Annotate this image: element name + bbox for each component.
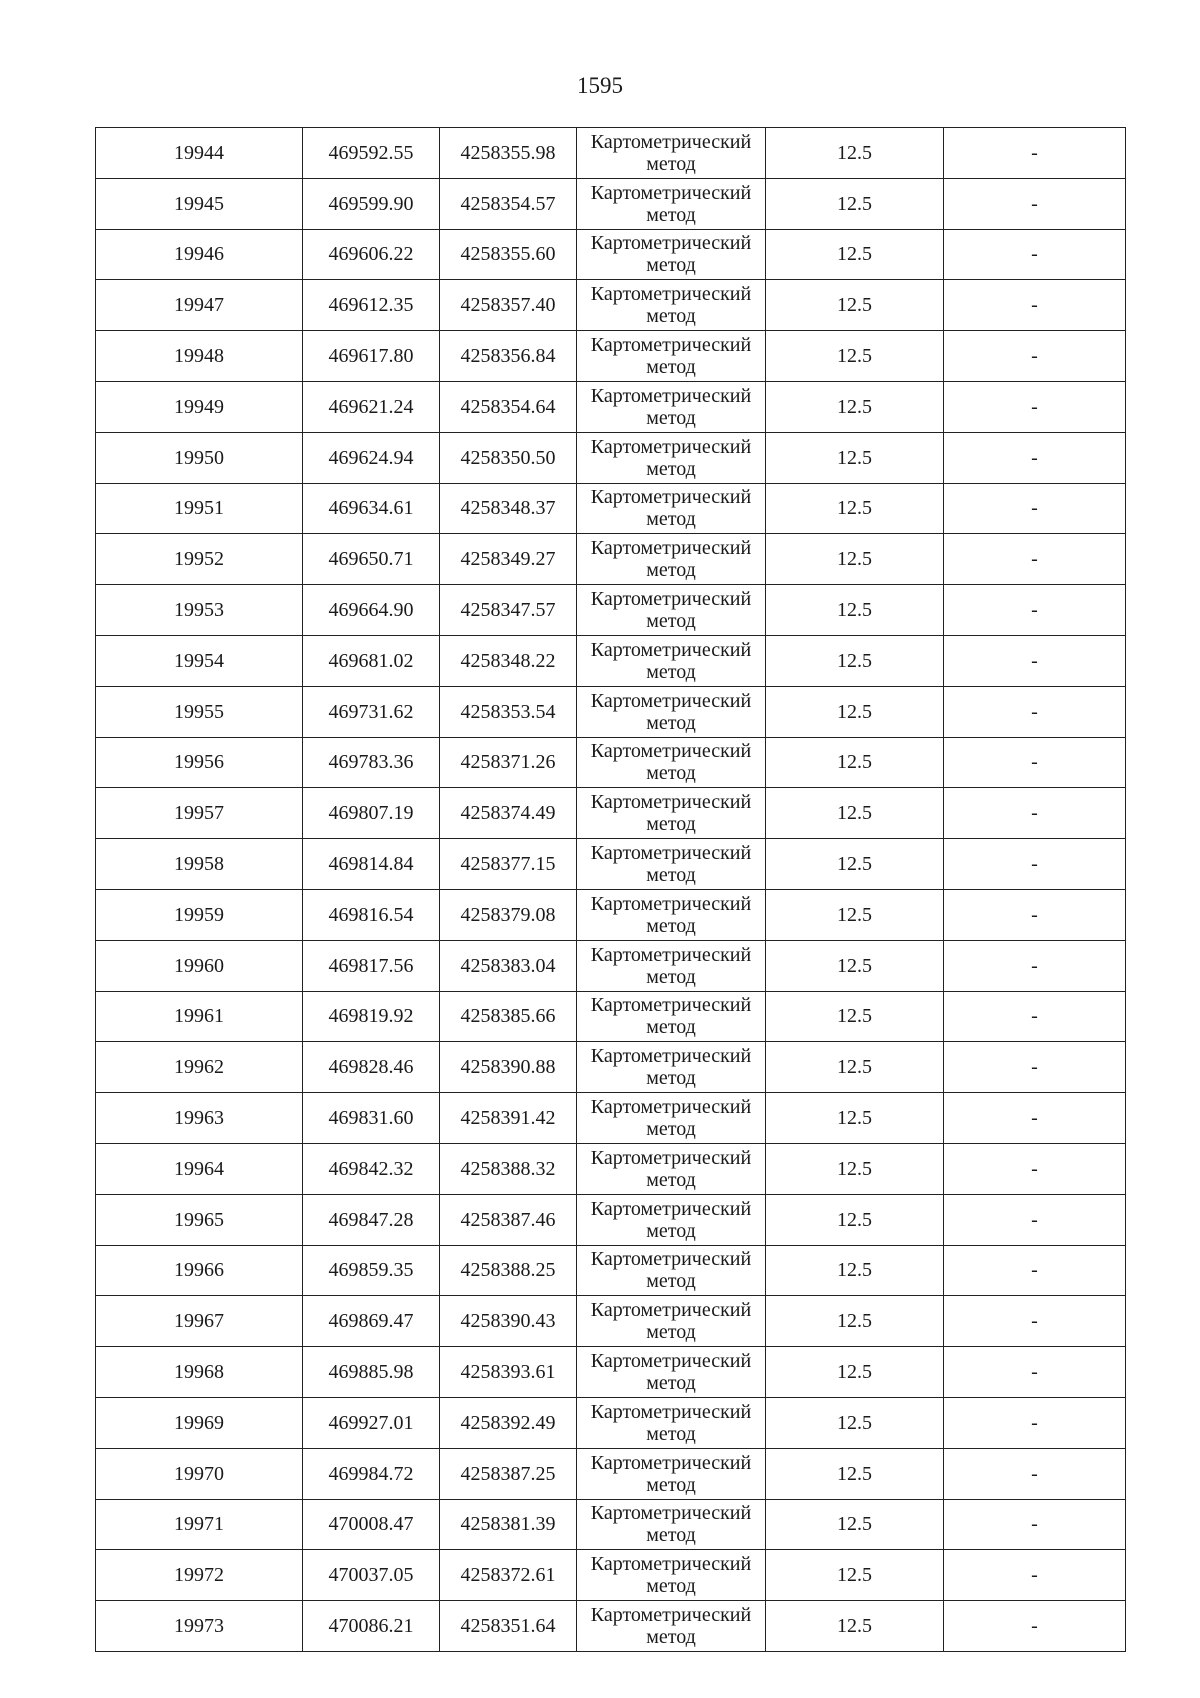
cell-x: 470008.47 [303,1499,440,1550]
cell-note: - [944,280,1126,331]
cell-x: 469650.71 [303,534,440,585]
cell-id: 19946 [96,229,303,280]
method-line-1: Картометрический [590,283,752,306]
cell-accuracy: 12.5 [766,940,944,991]
cell-x: 469984.72 [303,1448,440,1499]
cell-note: - [944,940,1126,991]
table-row [96,889,1126,940]
cell-note: - [944,432,1126,483]
cell-x: 469927.01 [303,1397,440,1448]
cell-y: 4258350.50 [440,432,577,483]
method-line-2: метод [646,305,696,328]
cell-y: 4258383.04 [440,940,577,991]
cell-y: 4258387.25 [440,1448,577,1499]
cell-note: - [944,1397,1126,1448]
cell-method [577,280,766,331]
cell-accuracy: 12.5 [766,280,944,331]
cell-note: - [944,178,1126,229]
cell-id: 19954 [96,635,303,686]
cell-id: 19956 [96,737,303,788]
cell-y: 4258353.54 [440,686,577,737]
table-row [96,1448,1126,1499]
table-row [96,1143,1126,1194]
cell-accuracy: 12.5 [766,1245,944,1296]
table-row [96,1194,1126,1245]
table-row [96,432,1126,483]
method-line-2: метод [646,406,696,429]
method-line-1: Картометрический [590,1604,752,1626]
cell-note: - [944,1499,1126,1550]
table-row [96,178,1126,229]
cell-note: - [944,1601,1126,1652]
cell-y: 4258355.98 [440,128,577,179]
cell-x: 469828.46 [303,1042,440,1093]
method-line-1: Картометрический [590,638,752,661]
cell-id: 19960 [96,940,303,991]
cell-x: 469624.94 [303,432,440,483]
cell-x: 469831.60 [303,1093,440,1144]
cell-accuracy: 12.5 [766,432,944,483]
cell-id: 19944 [96,128,303,179]
cell-accuracy: 12.5 [766,1042,944,1093]
method-line-2: метод [646,1473,696,1496]
table-row [96,635,1126,686]
cell-id: 19947 [96,280,303,331]
cell-accuracy: 12.5 [766,1296,944,1347]
table-row [96,483,1126,534]
cell-accuracy: 12.5 [766,686,944,737]
method-line-1: Картометрический [590,486,752,509]
method-line-2: метод [646,1626,696,1648]
method-line-1: Картометрический [590,1350,752,1373]
method-line-2: метод [646,1372,696,1395]
cell-method [577,1093,766,1144]
method-line-2: метод [646,508,696,531]
cell-y: 4258392.49 [440,1397,577,1448]
cell-note: - [944,1347,1126,1398]
cell-id: 19969 [96,1397,303,1448]
cell-method [577,1296,766,1347]
cell-accuracy: 12.5 [766,635,944,686]
cell-id: 19972 [96,1550,303,1601]
table-row [96,1296,1126,1347]
method-line-1: Картометрический [590,1248,752,1271]
cell-y: 4258374.49 [440,788,577,839]
cell-method [577,432,766,483]
cell-method [577,128,766,179]
cell-id: 19970 [96,1448,303,1499]
cell-method [577,483,766,534]
method-line-2: метод [646,559,696,582]
table-row [96,1499,1126,1550]
cell-id: 19953 [96,585,303,636]
cell-note: - [944,483,1126,534]
cell-note: - [944,1093,1126,1144]
cell-note: - [944,585,1126,636]
cell-accuracy: 12.5 [766,788,944,839]
cell-x: 469634.61 [303,483,440,534]
cell-method [577,1550,766,1601]
method-line-2: метод [646,1118,696,1141]
cell-id: 19967 [96,1296,303,1347]
cell-x: 470037.05 [303,1550,440,1601]
cell-x: 469617.80 [303,331,440,382]
cell-y: 4258357.40 [440,280,577,331]
cell-id: 19950 [96,432,303,483]
method-line-1: Картометрический [590,537,752,560]
cell-method [577,1194,766,1245]
cell-x: 469731.62 [303,686,440,737]
table-row [96,1042,1126,1093]
method-line-2: метод [646,254,696,277]
method-line-1: Картометрический [590,1146,752,1169]
cell-note: - [944,1296,1126,1347]
cell-y: 4258351.64 [440,1601,577,1652]
table-row [96,229,1126,280]
cell-y: 4258349.27 [440,534,577,585]
method-line-1: Картометрический [590,1553,752,1576]
cell-id: 19966 [96,1245,303,1296]
cell-method [577,229,766,280]
coordinates-table [95,127,1126,1652]
method-line-1: Картометрический [590,842,752,865]
cell-y: 4258381.39 [440,1499,577,1550]
cell-y: 4258348.37 [440,483,577,534]
method-line-2: метод [646,203,696,226]
cell-y: 4258385.66 [440,991,577,1042]
cell-note: - [944,686,1126,737]
cell-method [577,381,766,432]
method-line-2: метод [646,711,696,734]
cell-accuracy: 12.5 [766,1550,944,1601]
cell-accuracy: 12.5 [766,331,944,382]
cell-note: - [944,128,1126,179]
table-row [96,940,1126,991]
cell-method [577,940,766,991]
cell-accuracy: 12.5 [766,1143,944,1194]
cell-id: 19949 [96,381,303,432]
method-line-2: метод [646,610,696,633]
method-line-2: метод [646,965,696,988]
cell-note: - [944,534,1126,585]
cell-note: - [944,839,1126,890]
cell-x: 469664.90 [303,585,440,636]
method-line-1: Картометрический [590,435,752,458]
method-line-1: Картометрический [590,181,752,204]
cell-y: 4258391.42 [440,1093,577,1144]
cell-id: 19948 [96,331,303,382]
cell-accuracy: 12.5 [766,1601,944,1652]
cell-accuracy: 12.5 [766,1194,944,1245]
method-line-2: метод [646,356,696,379]
cell-method [577,585,766,636]
cell-note: - [944,991,1126,1042]
cell-x: 469847.28 [303,1194,440,1245]
cell-id: 19952 [96,534,303,585]
cell-accuracy: 12.5 [766,1448,944,1499]
cell-y: 4258390.88 [440,1042,577,1093]
cell-note: - [944,381,1126,432]
method-line-2: метод [646,813,696,836]
method-line-1: Картометрический [590,384,752,407]
method-line-2: метод [646,1219,696,1242]
method-line-1: Картометрический [590,892,752,915]
cell-method [577,635,766,686]
cell-accuracy: 12.5 [766,1347,944,1398]
cell-y: 4258356.84 [440,331,577,382]
cell-x: 469592.55 [303,128,440,179]
cell-id: 19968 [96,1347,303,1398]
method-line-1: Картометрический [590,994,752,1017]
method-line-2: метод [646,864,696,887]
table-row [96,1601,1126,1652]
cell-y: 4258388.25 [440,1245,577,1296]
cell-x: 469681.02 [303,635,440,686]
table-row [96,1093,1126,1144]
cell-method [577,991,766,1042]
cell-note: - [944,1550,1126,1601]
cell-y: 4258348.22 [440,635,577,686]
cell-method [577,1245,766,1296]
cell-x: 469621.24 [303,381,440,432]
cell-x: 469606.22 [303,229,440,280]
cell-id: 19964 [96,1143,303,1194]
method-line-1: Картометрический [590,1451,752,1474]
cell-y: 4258354.57 [440,178,577,229]
cell-id: 19959 [96,889,303,940]
cell-method [577,1448,766,1499]
method-line-1: Картометрический [590,130,752,153]
cell-id: 19961 [96,991,303,1042]
cell-y: 4258377.15 [440,839,577,890]
cell-y: 4258393.61 [440,1347,577,1398]
cell-y: 4258371.26 [440,737,577,788]
method-line-1: Картометрический [590,1400,752,1423]
method-line-1: Картометрический [590,334,752,357]
cell-id: 19955 [96,686,303,737]
cell-x: 469842.32 [303,1143,440,1194]
cell-note: - [944,1143,1126,1194]
table-row [96,1245,1126,1296]
table-row [96,1347,1126,1398]
cell-note: - [944,635,1126,686]
table-row [96,737,1126,788]
cell-y: 4258388.32 [440,1143,577,1194]
method-line-2: метод [646,1321,696,1344]
cell-accuracy: 12.5 [766,991,944,1042]
cell-note: - [944,1245,1126,1296]
cell-method [577,331,766,382]
cell-accuracy: 12.5 [766,534,944,585]
cell-x: 469783.36 [303,737,440,788]
cell-x: 470086.21 [303,1601,440,1652]
cell-method [577,1601,766,1652]
cell-method [577,178,766,229]
cell-method [577,1347,766,1398]
cell-note: - [944,1042,1126,1093]
cell-x: 469612.35 [303,280,440,331]
cell-method [577,534,766,585]
cell-accuracy: 12.5 [766,1397,944,1448]
cell-accuracy: 12.5 [766,128,944,179]
table-row [96,534,1126,585]
cell-id: 19957 [96,788,303,839]
cell-y: 4258347.57 [440,585,577,636]
cell-x: 469807.19 [303,788,440,839]
cell-id: 19963 [96,1093,303,1144]
cell-id: 19965 [96,1194,303,1245]
cell-id: 19958 [96,839,303,890]
cell-accuracy: 12.5 [766,483,944,534]
method-line-1: Картометрический [590,791,752,814]
method-line-1: Картометрический [590,232,752,255]
method-line-2: метод [646,1422,696,1445]
cell-accuracy: 12.5 [766,737,944,788]
cell-note: - [944,1448,1126,1499]
method-line-2: метод [646,1067,696,1090]
cell-accuracy: 12.5 [766,1499,944,1550]
cell-x: 469819.92 [303,991,440,1042]
method-line-2: метод [646,1016,696,1039]
cell-id: 19973 [96,1601,303,1652]
cell-x: 469869.47 [303,1296,440,1347]
cell-accuracy: 12.5 [766,889,944,940]
cell-x: 469859.35 [303,1245,440,1296]
table-row [96,1397,1126,1448]
cell-accuracy: 12.5 [766,1093,944,1144]
cell-method [577,1042,766,1093]
cell-note: - [944,737,1126,788]
table-row [96,585,1126,636]
method-line-2: метод [646,1524,696,1547]
cell-note: - [944,889,1126,940]
table-row [96,381,1126,432]
cell-accuracy: 12.5 [766,381,944,432]
cell-method [577,788,766,839]
method-line-1: Картометрический [590,740,752,763]
cell-x: 469817.56 [303,940,440,991]
method-line-2: метод [646,457,696,480]
method-line-1: Картометрический [590,1197,752,1220]
method-line-1: Картометрический [590,1502,752,1525]
cell-method [577,1499,766,1550]
cell-id: 19945 [96,178,303,229]
cell-id: 19971 [96,1499,303,1550]
cell-method [577,1143,766,1194]
cell-x: 469885.98 [303,1347,440,1398]
method-line-1: Картометрический [590,588,752,611]
table-row [96,128,1126,179]
cell-y: 4258354.64 [440,381,577,432]
cell-x: 469599.90 [303,178,440,229]
cell-y: 4258355.60 [440,229,577,280]
cell-method [577,686,766,737]
method-line-2: метод [646,660,696,683]
cell-x: 469816.54 [303,889,440,940]
cell-method [577,1397,766,1448]
table-row [96,788,1126,839]
method-line-1: Картометрический [590,689,752,712]
method-line-2: метод [646,1168,696,1191]
cell-y: 4258390.43 [440,1296,577,1347]
method-line-1: Картометрический [590,943,752,966]
method-line-1: Картометрический [590,1045,752,1068]
table-row [96,331,1126,382]
method-line-2: метод [646,1575,696,1598]
cell-y: 4258387.46 [440,1194,577,1245]
method-line-2: метод [646,914,696,937]
cell-id: 19962 [96,1042,303,1093]
cell-y: 4258379.08 [440,889,577,940]
cell-id: 19951 [96,483,303,534]
method-line-1: Картометрический [590,1096,752,1119]
cell-accuracy: 12.5 [766,178,944,229]
method-line-1: Картометрический [590,1299,752,1322]
cell-note: - [944,1194,1126,1245]
cell-note: - [944,331,1126,382]
method-line-2: метод [646,152,696,175]
cell-accuracy: 12.5 [766,585,944,636]
cell-note: - [944,788,1126,839]
cell-method [577,839,766,890]
cell-note: - [944,229,1126,280]
table-row [96,280,1126,331]
method-line-2: метод [646,1270,696,1293]
cell-accuracy: 12.5 [766,229,944,280]
method-line-2: метод [646,762,696,785]
table-row [96,1550,1126,1601]
cell-method [577,889,766,940]
page-number: 1595 [577,73,623,98]
table-row [96,991,1126,1042]
table-body [96,128,1126,1652]
cell-x: 469814.84 [303,839,440,890]
table-row [96,686,1126,737]
cell-method [577,737,766,788]
cell-y: 4258372.61 [440,1550,577,1601]
cell-accuracy: 12.5 [766,839,944,890]
table-row [96,839,1126,890]
